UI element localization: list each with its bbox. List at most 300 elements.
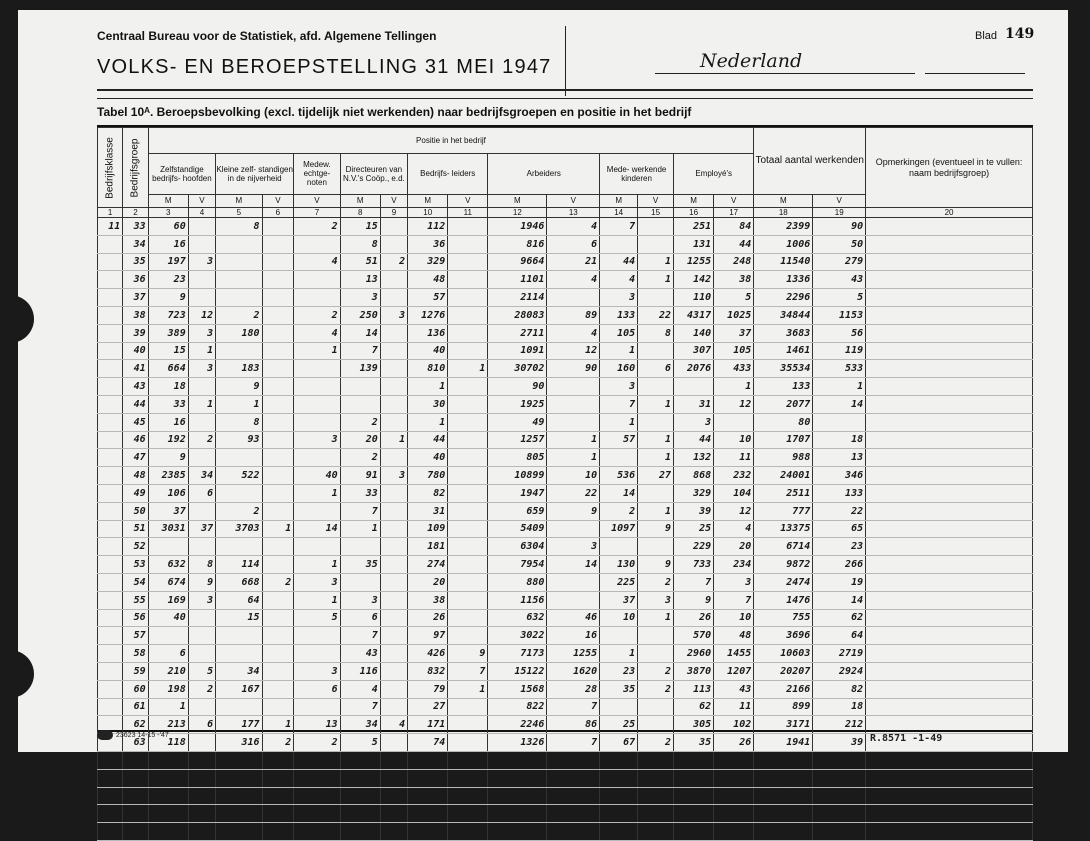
remark-cell xyxy=(866,787,1033,805)
table-cell xyxy=(98,502,123,520)
table-row xyxy=(98,413,1033,431)
table-row xyxy=(98,662,1033,680)
table-cell: 7954 xyxy=(488,556,547,574)
table-cell: 12 xyxy=(188,306,215,324)
table-cell: 832 xyxy=(408,662,448,680)
table-cell: 8 xyxy=(188,556,215,574)
table-cell: 10 xyxy=(638,805,674,823)
table-cell: 329 xyxy=(408,253,448,271)
table-cell: 4 xyxy=(600,271,638,289)
table-cell: 403 xyxy=(813,823,866,841)
table-cell: 5 xyxy=(813,289,866,307)
table-cell: 61 xyxy=(123,698,148,716)
remark-cell xyxy=(866,413,1033,431)
table-cell: 7 xyxy=(340,342,380,360)
table-cell xyxy=(294,360,340,378)
table-cell: 68 xyxy=(123,823,148,841)
table-cell: 18 xyxy=(813,431,866,449)
remark-cell xyxy=(866,378,1033,396)
table-cell xyxy=(262,395,294,413)
table-cell: 31 xyxy=(674,395,714,413)
table-cell xyxy=(294,449,340,467)
table-cell: 37 xyxy=(714,324,754,342)
table-cell xyxy=(448,218,488,236)
table-cell xyxy=(638,342,674,360)
table-cell: 232 xyxy=(714,467,754,485)
table-cell xyxy=(448,627,488,645)
table-cell: 229 xyxy=(674,538,714,556)
table-cell xyxy=(380,378,407,396)
table-cell xyxy=(380,449,407,467)
table-cell: 13 xyxy=(813,449,866,467)
table-cell: 11119 xyxy=(488,823,547,841)
table-cell: 35 xyxy=(123,253,148,271)
table-cell: 35 xyxy=(340,556,380,574)
table-cell: 10 xyxy=(547,769,600,787)
table-cell: 1 xyxy=(188,395,215,413)
table-cell: 668 xyxy=(216,573,262,591)
table-cell: 4 xyxy=(294,324,340,342)
table-cell: 417 xyxy=(216,805,262,823)
header-employes: Employé's xyxy=(674,153,754,194)
table-cell xyxy=(188,609,215,627)
table-cell: 3683 xyxy=(754,324,813,342)
table-cell: 112 xyxy=(408,218,448,236)
table-cell: 3 xyxy=(638,591,674,609)
table-cell: 28 xyxy=(547,680,600,698)
table-cell: 346 xyxy=(813,467,866,485)
table-cell xyxy=(380,698,407,716)
table-cell xyxy=(294,378,340,396)
table-cell: 1091 xyxy=(488,342,547,360)
table-cell: 20 xyxy=(340,431,380,449)
table-cell xyxy=(380,289,407,307)
table-cell: 53 xyxy=(123,556,148,574)
table-cell xyxy=(98,395,123,413)
table-cell xyxy=(98,573,123,591)
table-cell: 177 xyxy=(216,716,262,734)
table-cell: 3 xyxy=(638,751,674,769)
table-cell: 56 xyxy=(813,324,866,342)
table-cell: 2 xyxy=(638,662,674,680)
table-cell: 35 xyxy=(600,680,638,698)
table-cell: 57 xyxy=(600,431,638,449)
table-cell xyxy=(448,556,488,574)
table-cell: 2 xyxy=(340,787,380,805)
table-cell xyxy=(262,218,294,236)
table-cell xyxy=(262,698,294,716)
table-cell: 7 xyxy=(600,218,638,236)
table-cell: 279 xyxy=(813,253,866,271)
table-cell: 98 xyxy=(408,805,448,823)
table-cell: 49 xyxy=(123,484,148,502)
table-cell: 30 xyxy=(408,395,448,413)
table-cell: 3 xyxy=(380,306,407,324)
table-cell: 105 xyxy=(714,342,754,360)
table-cell: 9664 xyxy=(488,253,547,271)
table-cell: 4 xyxy=(340,769,380,787)
table-cell: 2114 xyxy=(488,289,547,307)
table-cell: 64 xyxy=(123,751,148,769)
table-cell: 533 xyxy=(813,360,866,378)
remark-cell xyxy=(866,751,1033,769)
table-cell: 2399 xyxy=(754,218,813,236)
table-cell xyxy=(638,378,674,396)
table-cell: 411 xyxy=(148,805,188,823)
header-m: M xyxy=(488,194,547,207)
table-cell: 3870 xyxy=(674,662,714,680)
country-underline xyxy=(925,73,1025,74)
table-row xyxy=(98,306,1033,324)
table-cell xyxy=(380,271,407,289)
table-cell: 2 xyxy=(600,502,638,520)
table-cell: 6 xyxy=(674,787,714,805)
table-cell: 664 xyxy=(148,360,188,378)
header-rule xyxy=(97,89,1033,91)
table-cell xyxy=(262,360,294,378)
table-cell xyxy=(98,645,123,663)
table-cell: 15122 xyxy=(488,662,547,680)
remark-cell xyxy=(866,502,1033,520)
table-cell: 1 xyxy=(262,520,294,538)
table-cell xyxy=(380,573,407,591)
table-cell: 1 xyxy=(600,645,638,663)
table-cell: 22 xyxy=(674,769,714,787)
header-m: M xyxy=(148,194,188,207)
table-cell: 10 xyxy=(714,609,754,627)
column-number: 9 xyxy=(380,208,407,218)
table-row xyxy=(98,289,1033,307)
table-cell: 18 xyxy=(813,769,866,787)
table-cell xyxy=(448,467,488,485)
table-row xyxy=(98,805,1033,823)
table-cell xyxy=(262,378,294,396)
table-cell xyxy=(98,306,123,324)
table-cell: 34 xyxy=(188,467,215,485)
table-row xyxy=(98,378,1033,396)
table-cell xyxy=(380,645,407,663)
table-row xyxy=(98,271,1033,289)
table-cell: 34 xyxy=(123,235,148,253)
table-cell: 7 xyxy=(547,698,600,716)
table-cell: 30702 xyxy=(488,360,547,378)
table-cell: 6 xyxy=(148,645,188,663)
table-cell: 1 xyxy=(448,680,488,698)
table-cell xyxy=(600,235,638,253)
table-cell: 26 xyxy=(714,734,754,752)
table-cell xyxy=(262,645,294,663)
table-cell: 51 xyxy=(123,520,148,538)
table-cell: 11 xyxy=(98,218,123,236)
table-cell: 1 xyxy=(638,609,674,627)
table-cell xyxy=(600,538,638,556)
table-cell xyxy=(294,538,340,556)
table-cell xyxy=(294,271,340,289)
header-kinderen: Mede- werkende kinderen xyxy=(600,153,674,194)
table-cell: 3696 xyxy=(754,627,813,645)
remark-cell xyxy=(866,645,1033,663)
table-cell xyxy=(188,538,215,556)
page-title: VOLKS- EN BEROEPSTELLING 31 MEI 1947 xyxy=(97,56,552,78)
table-cell: 236 xyxy=(813,805,866,823)
table-cell: 44 xyxy=(600,253,638,271)
table-cell: 47 xyxy=(123,449,148,467)
table-cell: 2 xyxy=(294,734,340,752)
table-cell: 199 xyxy=(600,787,638,805)
table-row xyxy=(98,253,1033,271)
remark-cell xyxy=(866,680,1033,698)
table-cell xyxy=(98,556,123,574)
table-cell xyxy=(448,751,488,769)
table-cell: 3 xyxy=(340,591,380,609)
table-cell: 17246 xyxy=(754,823,813,841)
column-number: 4 xyxy=(188,208,215,218)
table-cell: 43 xyxy=(340,645,380,663)
table-cell: 144 xyxy=(148,751,188,769)
organisation-name: Centraal Bureau voor de Statistiek, afd. Algemene Tellingen xyxy=(97,29,437,43)
table-cell xyxy=(98,413,123,431)
table-cell: 50 xyxy=(123,502,148,520)
table-cell: 4 xyxy=(380,716,407,734)
table-cell: 2511 xyxy=(754,484,813,502)
table-cell xyxy=(262,306,294,324)
table-cell: 6 xyxy=(547,235,600,253)
table-cell: 109 xyxy=(408,520,448,538)
table-cell: 5 xyxy=(294,609,340,627)
table-cell: 83 xyxy=(547,805,600,823)
table-cell: 2 xyxy=(340,751,380,769)
table-cell: 66 xyxy=(123,787,148,805)
table-row xyxy=(98,484,1033,502)
table-cell xyxy=(188,769,215,787)
table-cell: 1 xyxy=(638,271,674,289)
table-cell: 23 xyxy=(813,538,866,556)
table-cell: 46 xyxy=(123,431,148,449)
table-cell: 1345 xyxy=(216,787,262,805)
table-cell: 133 xyxy=(813,484,866,502)
table-row xyxy=(98,538,1033,556)
table-cell: 250 xyxy=(340,306,380,324)
table-cell xyxy=(98,467,123,485)
column-number: 16 xyxy=(674,208,714,218)
table-cell: 9872 xyxy=(754,556,813,574)
punch-hole xyxy=(10,650,34,698)
table-cell: 1 xyxy=(813,378,866,396)
table-cell xyxy=(448,520,488,538)
column-number: 10 xyxy=(408,208,448,218)
table-cell: 4 xyxy=(547,751,600,769)
table-cell xyxy=(216,271,262,289)
table-cell: 14 xyxy=(600,484,638,502)
table-cell xyxy=(294,698,340,716)
table-cell: 167 xyxy=(216,680,262,698)
column-number: 17 xyxy=(714,208,754,218)
table-cell xyxy=(262,467,294,485)
table-cell: 38 xyxy=(123,306,148,324)
table-cell: 97 xyxy=(408,627,448,645)
table-cell: 16 xyxy=(148,235,188,253)
header-v: V xyxy=(188,194,215,207)
table-cell: 23 xyxy=(600,662,638,680)
table-cell xyxy=(380,395,407,413)
table-cell: 3171 xyxy=(754,716,813,734)
table-row xyxy=(98,698,1033,716)
table-cell xyxy=(340,378,380,396)
table-cell: 37 xyxy=(148,502,188,520)
table-cell: 90 xyxy=(488,378,547,396)
table-cell: 8 xyxy=(216,413,262,431)
table-cell: 1097 xyxy=(600,520,638,538)
table-cell xyxy=(638,627,674,645)
table-cell: 1 xyxy=(638,502,674,520)
table-cell xyxy=(216,253,262,271)
table-cell xyxy=(547,591,600,609)
table-cell xyxy=(380,502,407,520)
table-cell: 816 xyxy=(488,235,547,253)
table-cell xyxy=(448,271,488,289)
table-cell: 38 xyxy=(408,591,448,609)
table-cell xyxy=(380,662,407,680)
table-cell xyxy=(380,413,407,431)
table-cell: 14 xyxy=(813,591,866,609)
table-cell: 20 xyxy=(188,805,215,823)
table-cell: 3 xyxy=(294,662,340,680)
table-cell: 3 xyxy=(340,289,380,307)
table-cell: 212 xyxy=(813,716,866,734)
table-cell: 65 xyxy=(123,769,148,787)
table-cell: 171 xyxy=(408,716,448,734)
table-cell: 6 xyxy=(638,360,674,378)
table-cell: 84 xyxy=(714,218,754,236)
table-cell: 44 xyxy=(674,431,714,449)
table-cell: 1 xyxy=(294,342,340,360)
table-cell: 9 xyxy=(638,556,674,574)
table-cell: 40 xyxy=(294,467,340,485)
table-cell: 116 xyxy=(340,662,380,680)
table-cell: 777 xyxy=(754,502,813,520)
table-row xyxy=(98,591,1033,609)
table-cell xyxy=(380,787,407,805)
table-cell xyxy=(600,627,638,645)
table-cell xyxy=(262,609,294,627)
table-cell: 37 xyxy=(188,520,215,538)
remark-cell xyxy=(866,538,1033,556)
table-cell: 15 xyxy=(216,609,262,627)
remark-cell xyxy=(866,342,1033,360)
table-cell xyxy=(216,627,262,645)
table-cell: 6 xyxy=(188,716,215,734)
table-cell xyxy=(547,520,600,538)
table-cell xyxy=(294,289,340,307)
header-opmerkingen: Opmerkingen (eventueel in te vullen: naam bedrijfsgroep) xyxy=(866,128,1033,208)
table-cell xyxy=(638,698,674,716)
table-cell: 41 xyxy=(123,360,148,378)
table-cell: 20 xyxy=(813,751,866,769)
remark-cell xyxy=(866,520,1033,538)
table-cell xyxy=(340,538,380,556)
table-cell: 8 xyxy=(638,324,674,342)
remark-cell xyxy=(866,431,1033,449)
table-cell: 1156 xyxy=(488,591,547,609)
table-cell: 6 xyxy=(294,680,340,698)
table-cell: 1 xyxy=(638,449,674,467)
table-cell xyxy=(262,538,294,556)
table-cell: 4 xyxy=(547,324,600,342)
table-cell: 1568 xyxy=(488,680,547,698)
table-cell: 59 xyxy=(123,662,148,680)
table-cell xyxy=(638,235,674,253)
table-cell: 35534 xyxy=(754,360,813,378)
table-cell: 119 xyxy=(813,342,866,360)
table-cell: 6714 xyxy=(754,538,813,556)
table-cell xyxy=(714,413,754,431)
table-cell xyxy=(216,484,262,502)
table-cell: 1 xyxy=(547,431,600,449)
table-cell: 1 xyxy=(714,787,754,805)
table-cell: 2 xyxy=(638,680,674,698)
column-number: 12 xyxy=(488,208,547,218)
header-leiders: Bedrijfs- leiders xyxy=(408,153,488,194)
table-cell: 1946 xyxy=(488,218,547,236)
table-cell: 130 xyxy=(600,556,638,574)
table-cell xyxy=(448,769,488,787)
table-cell: 4317 xyxy=(674,306,714,324)
table-row xyxy=(98,218,1033,236)
table-cell: 1925 xyxy=(488,395,547,413)
table-cell: 43 xyxy=(813,271,866,289)
table-cell: 248 xyxy=(714,253,754,271)
table-cell xyxy=(813,413,866,431)
table-cell: 50 xyxy=(813,235,866,253)
table-cell: 9 xyxy=(148,289,188,307)
table-cell: 91 xyxy=(340,467,380,485)
remark-cell xyxy=(866,591,1033,609)
remark-cell xyxy=(866,662,1033,680)
table-cell xyxy=(98,271,123,289)
remark-cell xyxy=(866,306,1033,324)
header-divider xyxy=(565,26,566,96)
table-cell: 133 xyxy=(754,378,813,396)
remark-cell xyxy=(866,289,1033,307)
remark-cell xyxy=(866,627,1033,645)
remark-cell xyxy=(866,360,1033,378)
table-cell: 307 xyxy=(674,342,714,360)
table-cell xyxy=(294,627,340,645)
table-cell: 1 xyxy=(408,378,448,396)
table-cell: 10603 xyxy=(754,645,813,663)
remark-cell xyxy=(866,324,1033,342)
table-cell: 22 xyxy=(813,502,866,520)
table-cell xyxy=(638,413,674,431)
table-cell xyxy=(448,324,488,342)
table-cell: 110 xyxy=(674,289,714,307)
table-cell: 433 xyxy=(714,360,754,378)
table-cell: 9 xyxy=(638,520,674,538)
column-number: 20 xyxy=(866,208,1033,218)
table-cell: 107 xyxy=(714,805,754,823)
table-cell: 65 xyxy=(813,520,866,538)
header-m: M xyxy=(600,194,638,207)
remark-cell xyxy=(866,609,1033,627)
table-cell: 1707 xyxy=(754,431,813,449)
table-cell: 62 xyxy=(813,609,866,627)
table-cell: 297 xyxy=(714,823,754,841)
column-number: 15 xyxy=(638,208,674,218)
table-cell xyxy=(216,235,262,253)
table-cell: 7173 xyxy=(488,645,547,663)
table-cell: 38 xyxy=(714,271,754,289)
table-cell: 6 xyxy=(340,609,380,627)
